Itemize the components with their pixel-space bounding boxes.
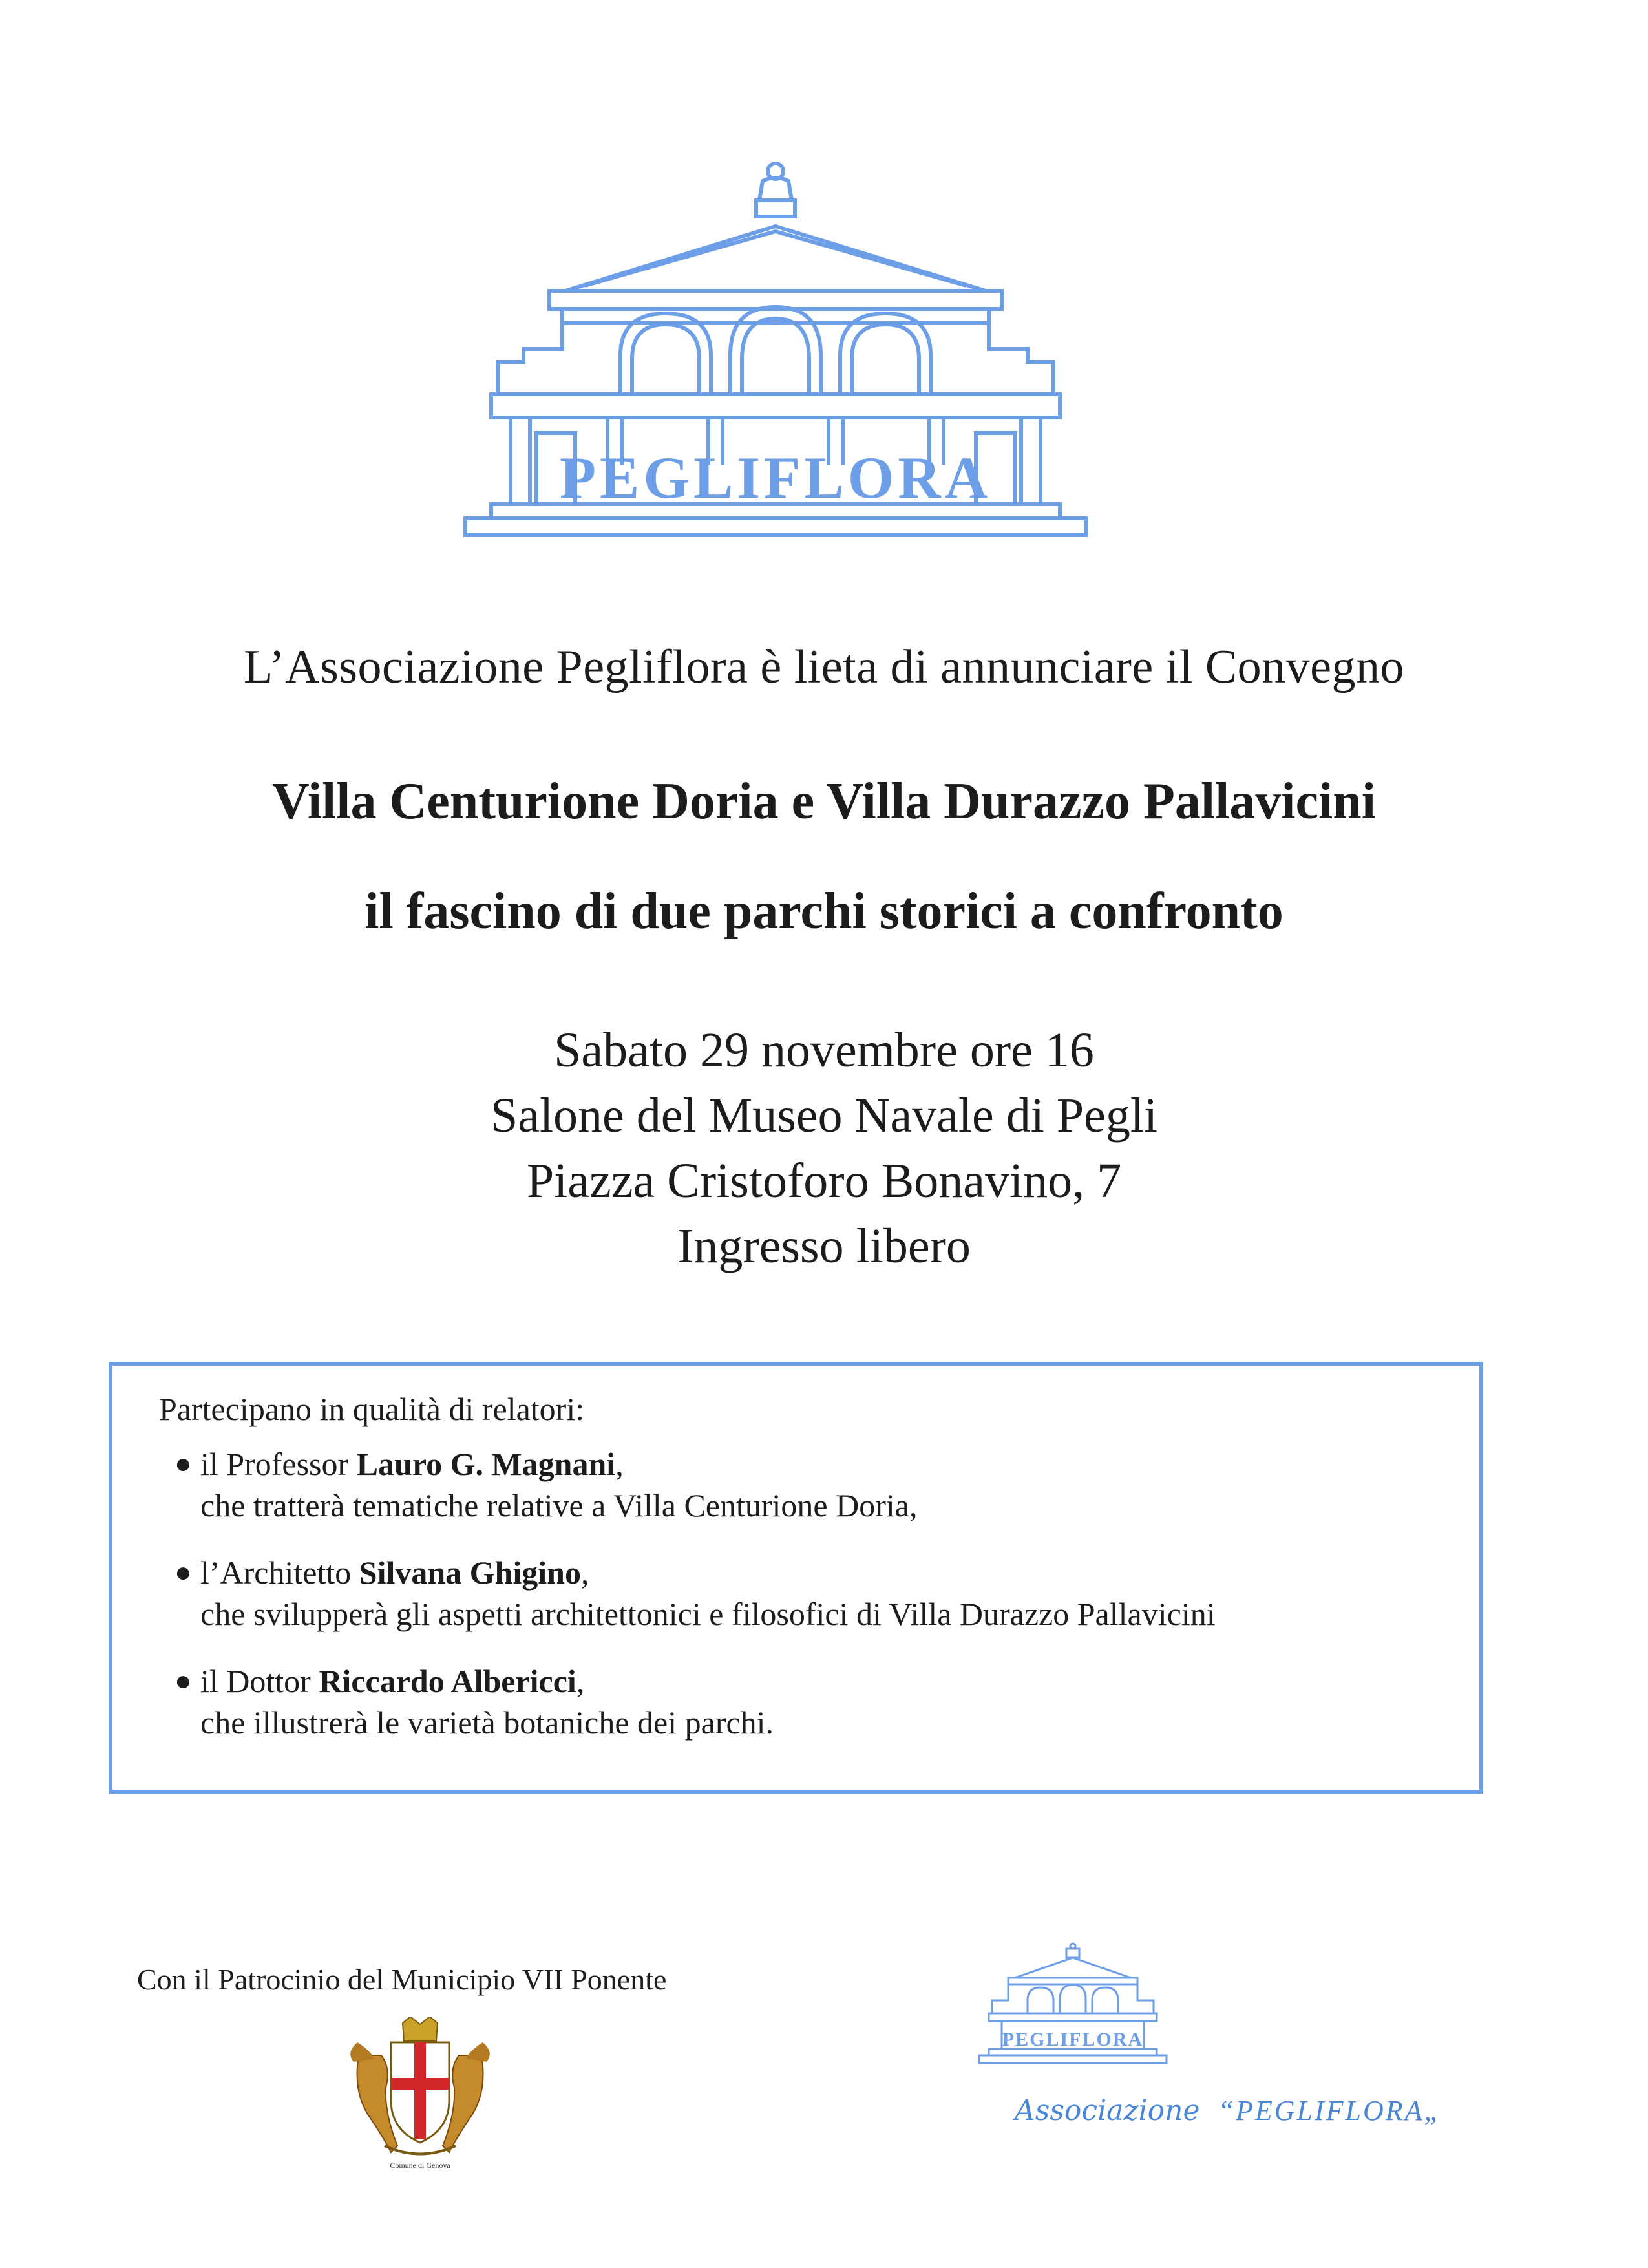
bullet-icon: ● (174, 1448, 192, 1479)
speaker-item (174, 1443, 918, 1526)
association-name: “PEGLIFLORA„ (1218, 2095, 1442, 2126)
speaker-role: il Dottor (200, 1663, 319, 1699)
speaker-role: il Professor (200, 1446, 357, 1482)
speaker-topic: che svilupperà gli aspetti architettonici e filosofici di Villa Durazzo Pallavicini (200, 1596, 1216, 1632)
villa-pavilion-small-logo-icon (976, 1942, 1170, 2069)
event-title: Villa Centurione Doria e Villa Durazzo Pallavicini (272, 773, 1376, 830)
event-subtitle: il fascino di due parchi storici a confronto (364, 883, 1284, 940)
speaker-name: Silvana Ghigino (359, 1554, 581, 1591)
comune-di-genova-crest-icon (346, 2017, 494, 2172)
speaker-item (174, 1552, 1216, 1635)
speaker-topic: che illustrerà le varietà botaniche dei parchi. (200, 1704, 774, 1741)
speaker-punctuation: , (576, 1663, 585, 1699)
speaker-punctuation: , (580, 1554, 589, 1591)
speaker-name: Riccardo Albericci (319, 1663, 576, 1699)
bullet-icon: ● (174, 1665, 192, 1697)
speakers-intro: Partecipano in qualità di relatori: (159, 1391, 585, 1427)
speaker-item (174, 1660, 774, 1743)
event-details (0, 1018, 1648, 1279)
logo-text: PEGLIFLORA (559, 445, 992, 511)
patronage-text: Con il Patrocinio del Municipio VII Ponente (137, 1963, 667, 1996)
event-entry: Ingresso libero (677, 1219, 971, 1273)
speaker-punctuation: , (615, 1446, 624, 1482)
intro-text: L’Associazione Pegliflora è lieta di annunciare il Convegno (243, 641, 1405, 694)
speakers-box (109, 1362, 1483, 1794)
speaker-topic: che tratterà tematiche relative a Villa Centurione Doria, (200, 1487, 918, 1523)
bullet-icon: ● (174, 1556, 192, 1588)
small-logo-text: PEGLIFLORA (1002, 2029, 1144, 2050)
event-venue: Salone del Museo Navale di Pegli (490, 1088, 1158, 1143)
event-address: Piazza Cristoforo Bonavino, 7 (526, 1154, 1122, 1208)
event-date: Sabato 29 novembre ore 16 (554, 1023, 1094, 1077)
speaker-role: l’Architetto (200, 1554, 359, 1591)
association-script: Associazione (1015, 2094, 1200, 2127)
villa-pavilion-logo-icon (452, 162, 1099, 562)
crest-caption: Comune di Genova (390, 2161, 450, 2170)
association-signature (1015, 2094, 1442, 2127)
speaker-name: Lauro G. Magnani (356, 1446, 616, 1482)
